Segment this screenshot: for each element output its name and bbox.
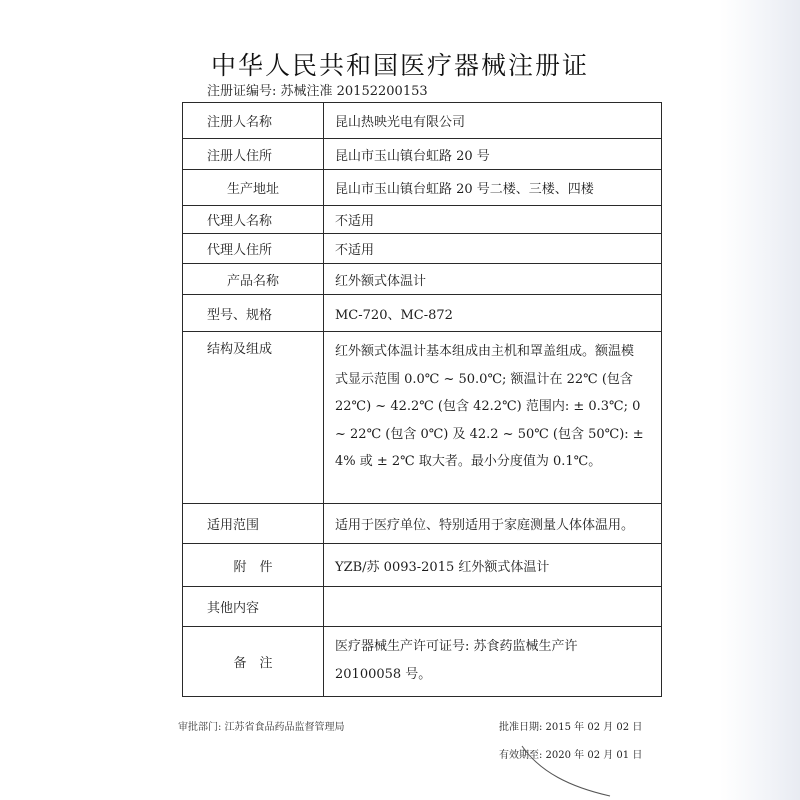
structure-value-cell [324,332,662,504]
remarks-value-cell [324,627,662,697]
row-label: 备 注 [183,627,324,697]
row-value: 昆山热映光电有限公司 [324,103,662,139]
signature-stroke-mark [520,742,630,800]
row-label: 结构及组成 [183,332,324,504]
table-row [183,139,662,170]
table-row [183,103,662,139]
row-label: 附 件 [183,544,324,587]
row-label: 适用范围 [183,504,324,544]
certificate-table [182,102,662,697]
table-row [183,206,662,234]
table-row [183,264,662,295]
table-row [183,504,662,544]
table-row [183,587,662,627]
document-title: 中华人民共和国医疗器械注册证 [210,51,589,80]
approving-department: 审批部门: 江苏省食品药品监督管理局 [178,722,345,733]
row-label: 型号、规格 [183,295,324,332]
valid-until: 有效期至: 2020 年 02 月 01 日 [499,750,643,761]
row-label: 注册人住所 [183,139,324,170]
row-value: 适用于医疗单位、特别适用于家庭测量人体体温用。 [324,504,662,544]
table-row [183,332,662,504]
approval-date: 批准日期: 2015 年 02 月 02 日 [499,722,643,733]
row-value: 昆山市玉山镇台虹路 20 号 [324,139,662,170]
row-value [324,587,662,627]
row-label: 注册人名称 [183,103,324,139]
table-row [183,295,662,332]
table-row [183,627,662,697]
table-row [183,170,662,206]
row-value: 红外额式体温计基本组成由主机和罩盖组成。额温模式显示范围 0.0℃ ~ 50.0℃; 额温计在 22℃ (包含 22℃) ~ 42.2℃ (包含 42.2℃) 范围内: ± 0.3℃; 0 ~ 22℃ (包含 0℃) 及 42.2 ~ 50℃ (包含 50℃): ± 4% 或 ± 2℃ 取大者。最小分度值为 0.1℃。 [335,344,644,469]
table-row [183,544,662,587]
row-value: MC-720、MC-872 [324,295,662,332]
row-value: 不适用 [324,206,662,234]
table-row [183,234,662,264]
row-value: 昆山市玉山镇台虹路 20 号二楼、三楼、四楼 [324,170,662,206]
registration-number: 注册证编号: 苏械注准 20152200153 [207,84,428,99]
row-label: 代理人名称 [183,206,324,234]
scan-edge-shadow [720,0,800,800]
row-label: 代理人住所 [183,234,324,264]
row-value: 医疗器械生产许可证号: 苏食药监械生产许 20100058 号。 [335,639,578,682]
row-label: 产品名称 [183,264,324,295]
row-label: 生产地址 [183,170,324,206]
row-value: 不适用 [324,234,662,264]
row-value: 红外额式体温计 [324,264,662,295]
row-value: YZB/苏 0093-2015 红外额式体温计 [324,544,662,587]
row-label: 其他内容 [183,587,324,627]
